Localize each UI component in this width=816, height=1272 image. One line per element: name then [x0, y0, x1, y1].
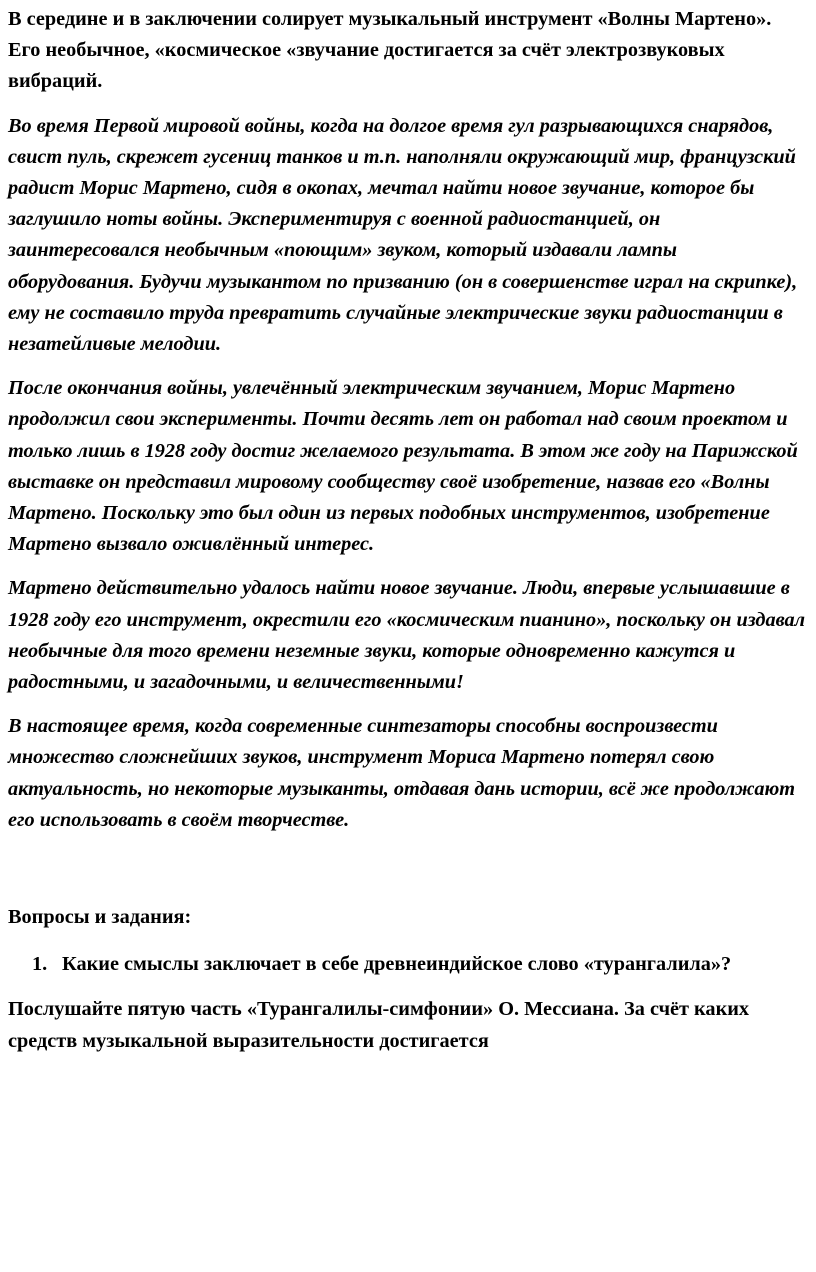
questions-list: [8, 949, 808, 980]
question-number: 1.: [32, 953, 48, 976]
paragraph-new-sound: Мартено действительно удалось найти новое звучание. Люди, впервые услышавшие в 1928 году его инструмент, окрестили его «космическим пианино», поскольку он издавал необычные для того времени неземные звуки, которые одновременно кажутся и радостными, и загадочными, и величественными!: [8, 577, 806, 694]
paragraph-listen: Послушайте пятую часть «Турангалилы-симфонии» О. Мессиана. За счёт каких средств музыкальной выразительности достигается: [8, 998, 750, 1052]
question-text: Какие смыслы заключает в себе древнеиндийское слово «турангалила»?: [62, 953, 732, 976]
question-item: [8, 949, 762, 980]
paragraph-war: Во время Первой мировой войны, когда на долгое время гул разрывающихся снарядов, свист пуль, скрежет гусениц танков и т.п. наполняли окружающий мир, французский радист Морис Мартено, сидя в окопах, мечтал найти новое звучание, которое бы заглушило ноты войны. Экспериментируя с военной радиостанцией, он заинтересовался необычным «поющим» звуком, который издавали лампы оборудования. Будучи музыкантом по призванию (он в совершенстве играл на скрипке), ему не составило труда превратить случайные электрические звуки радиостанции в незатейливые мелодии.: [8, 114, 798, 356]
paragraph-intro: В середине и в заключении солирует музыкальный инструмент «Волны Мартено». Его необычное, «космическое «звучание достигается за счёт электрозвуковых вибраций.: [8, 8, 772, 93]
questions-heading: Вопросы и задания:: [8, 906, 192, 929]
paragraph-present: В настоящее время, когда современные синтезаторы способны воспроизвести множество сложнейших звуков, инструмент Мориса Мартено потерял свою актуальность, но некоторые музыканты, отдавая дань истории, всё же продолжают его использовать в своём творчестве.: [8, 715, 796, 831]
paragraph-after-war: После окончания войны, увлечённый электрическим звучанием, Морис Мартено продолжил свои эксперименты. Почти десять лет он работал над своим проектом и только лишь в 1928 году достиг желаемого результата. В этом же году на Парижской выставке он представил мировому сообществу своё изобретение, назвав его «Волны Мартено. Поскольку это был один из первых подобных инструментов, изобретение Мартено вызвало оживлённый интерес.: [8, 377, 798, 556]
